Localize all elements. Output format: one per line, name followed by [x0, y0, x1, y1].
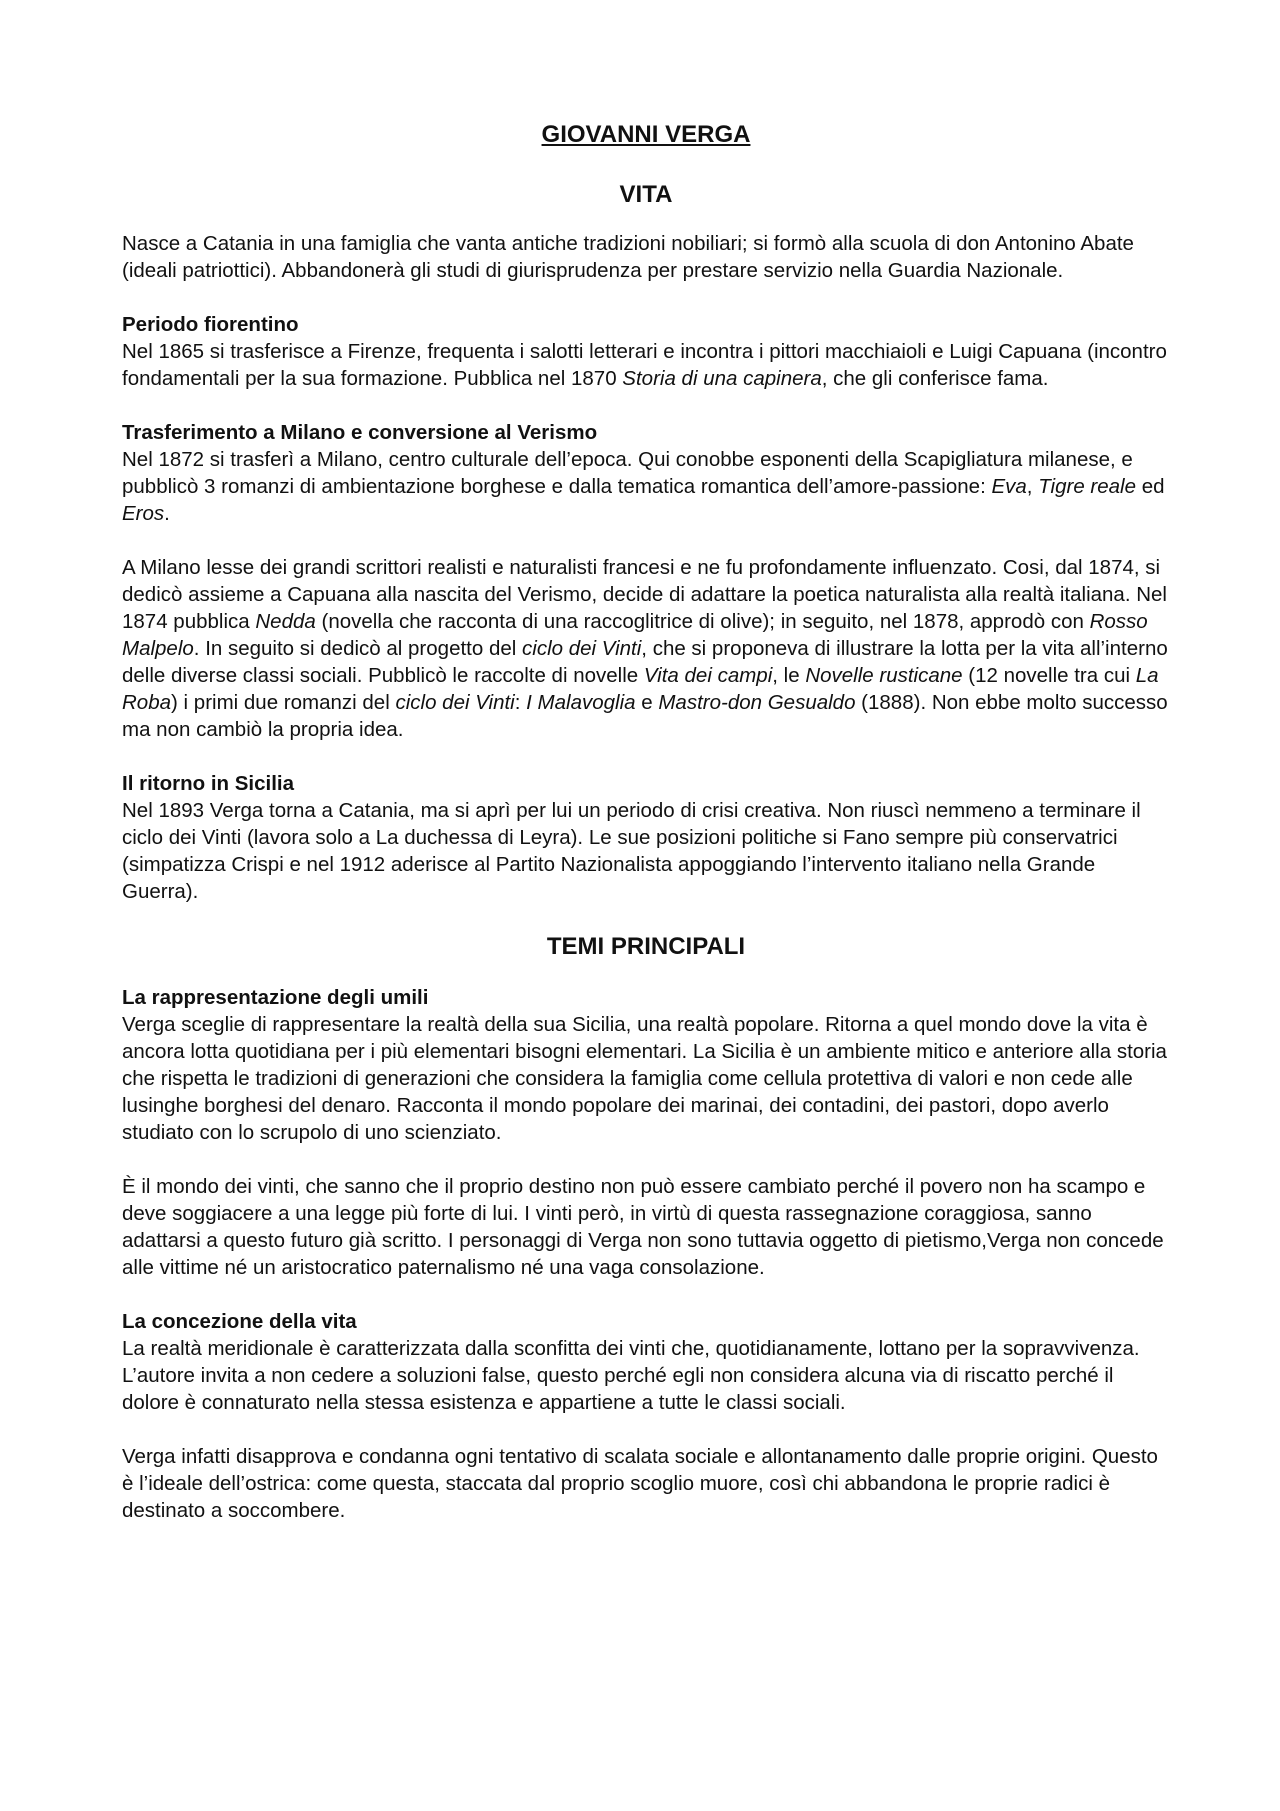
separator: ed [1136, 475, 1165, 498]
verismo-paragraph [122, 554, 1170, 743]
work-title: ciclo dei Vinti [522, 637, 642, 660]
work-title: Tigre reale [1038, 475, 1137, 498]
umili-heading: La rappresentazione degli umili [122, 986, 429, 1009]
section-heading-temi: TEMI PRINCIPALI [546, 933, 746, 960]
work-title: Nedda [255, 610, 316, 633]
fiorentino-paragraph [122, 311, 1170, 392]
verismo-text: . In seguito si dedicò al progetto del [193, 637, 523, 660]
concezione-heading: La concezione della vita [122, 1310, 357, 1333]
verismo-text: ) i primi due romanzi del [171, 691, 396, 714]
milano-text-1: Nel 1872 si trasferì a Milano, centro culturale dell’epoca. Qui conobbe esponenti della Scapigliatura milanese, e pubblicò 3 romanzi di ambientazione borghese e dalla tematica romantica dell’amore-passione: [122, 448, 1133, 498]
sicilia-paragraph [122, 770, 1170, 905]
fiorentino-text-2: , che gli conferisce fama. [821, 367, 1049, 390]
verismo-text: (novella che racconta di una raccoglitrice di olive); in seguito, nel 1878, approdò con [315, 610, 1090, 633]
work-title: Eva [991, 475, 1027, 498]
separator: . [164, 502, 170, 525]
verismo-text: A Milano lesse dei grandi scrittori realisti e naturalisti francesi e ne fu profondamente influenzato. Cosi, dal 1874, si dedicò assieme a Capuana alla nascita del Verismo, decide di adattare la poetica naturalista alla realtà italiana. Nel 1874 pubblica [122, 556, 1167, 633]
verismo-text: , le [772, 664, 806, 687]
ostrica-paragraph: Verga infatti disapprova e condanna ogni tentativo di scalata sociale e allontanamento dalle proprie origini. Questo è l’ideale dell’ostrica: come questa, staccata dal proprio scoglio muore, così chi abbandona le proprie radici è destinato a soccombere. [122, 1445, 1158, 1522]
fiorentino-heading: Periodo fiorentino [122, 313, 299, 336]
work-title: I Malavoglia [526, 691, 636, 714]
work-title: Novelle rusticane [805, 664, 963, 687]
document-page [122, 120, 1170, 1551]
separator: , [1026, 475, 1039, 498]
work-title: La Roba [122, 664, 1159, 714]
verismo-text: , che si proponeva di illustrare la lotta per la vita all’interno delle diverse classi sociali. Pubblicò le raccolte di novelle [122, 637, 1168, 687]
work-title: Eros [122, 502, 165, 525]
verismo-text: : [514, 691, 527, 714]
verismo-text: (1888). Non ebbe molto successo ma non cambiò la propria idea. [122, 691, 1168, 741]
milano-heading: Trasferimento a Milano e conversione al Verismo [122, 421, 598, 444]
work-title: Mastro-don Gesualdo [658, 691, 856, 714]
document-title: GIOVANNI VERGA [541, 121, 751, 148]
umili-paragraph [122, 984, 1170, 1146]
work-title: Vita dei campi [643, 664, 773, 687]
umili-text: Verga sceglie di rappresentare la realtà della sua Sicilia, una realtà popolare. Ritorna a quel mondo dove la vita è ancora lotta quotidiana per i più elementari bisogni elementari. La Sicilia è un ambiente mitico e anteriore alla storia che rispetta le tradizioni di generazioni che considera la famiglia come cellula protettiva di valori e non cede alle lusinghe borghesi del denaro. Racconta il mondo popolare dei marinai, dei contadini, dei pastori, dopo averlo studiato con lo scrupolo di uno scienziato. [122, 1013, 1167, 1144]
work-title: Rosso Malpelo [122, 610, 1148, 660]
verismo-text: e [635, 691, 659, 714]
sicilia-heading: Il ritorno in Sicilia [122, 772, 294, 795]
concezione-paragraph [122, 1308, 1170, 1416]
vinti-paragraph: È il mondo dei vinti, che sanno che il proprio destino non può essere cambiato perché il povero non ha scampo e deve soggiacere a una legge più forte di lui. I vinti però, in virtù di questa rassegnazione coraggiosa, sanno adattarsi a questo futuro già scritto. I personaggi di Verga non sono tuttavia oggetto di pietismo,Verga non concede alle vittime né un aristocratico paternalismo né una vaga consolazione. [122, 1175, 1164, 1279]
verismo-text: (12 novelle tra cui [962, 664, 1136, 687]
sicilia-text: Nel 1893 Verga torna a Catania, ma si aprì per lui un periodo di crisi creativa. Non riuscì nemmeno a terminare il ciclo dei Vinti (lavora solo a La duchessa di Leyra). Le sue posizioni politiche si Fano sempre più conservatrici (simpatizza Crispi e nel 1912 aderisce al Partito Nazionalista appoggiando l’intervento italiano nella Grande Guerra). [122, 799, 1141, 903]
section-heading-vita: VITA [619, 181, 673, 208]
fiorentino-text-1: Nel 1865 si trasferisce a Firenze, frequenta i salotti letterari e incontra i pittori macchiaioli e Luigi Capuana (incontro fondamentali per la sua formazione. Pubblica nel 1870 [122, 340, 1167, 390]
work-title: ciclo dei Vinti [395, 691, 515, 714]
concezione-text: La realtà meridionale è caratterizzata dalla sconfitta dei vinti che, quotidianamente, lottano per la sopravvivenza. L’autore invita a non cedere a soluzioni false, questo perché egli non considera alcuna via di riscatto perché il dolore è connaturato nella stessa esistenza e appartiene a tutte le classi sociali. [122, 1337, 1140, 1414]
milano-paragraph [122, 419, 1170, 527]
vita-intro-paragraph: Nasce a Catania in una famiglia che vanta antiche tradizioni nobiliari; si formò alla scuola di don Antonino Abate (ideali patriottici). Abbandonerà gli studi di giurisprudenza per prestare servizio nella Guardia Nazionale. [122, 232, 1134, 282]
work-title: Storia di una capinera [622, 367, 822, 390]
